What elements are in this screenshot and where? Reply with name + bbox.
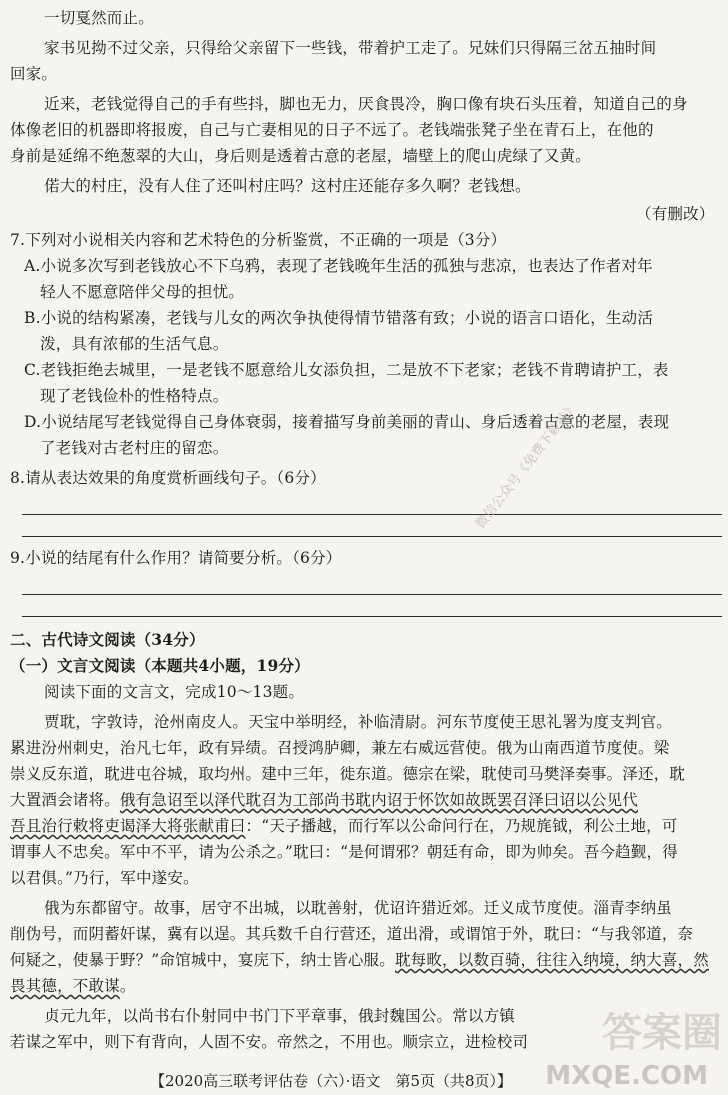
underlined-sentence: 俄有急诏至以泽代耽召为工部尚书耽内诏于怀饮如故既罢召泽曰诏以公见代	[119, 791, 639, 809]
section-heading: 二、古代诗文阅读（34分）	[10, 630, 205, 649]
watermark-logo-url: MXQE.COM	[545, 1061, 708, 1091]
option-b-cont: 泼，具有浓郁的生活气息。	[40, 335, 229, 353]
question-7-stem: 7.下列对小说相关内容和艺术特色的分析鉴赏，不正确的一项是（3分）	[10, 231, 507, 249]
option-d-cont: 了老钱对古老村庄的留恋。	[40, 439, 229, 457]
classical-line: 崇义反东道，耽进屯谷城，取均州。建中三年，徙东道。德宗在梁，耽使司马樊泽奏事。泽还，耽	[10, 765, 686, 783]
question-8: 8.请从表达效果的角度赏析画线句子。（6分）	[10, 469, 326, 487]
subsection-heading: （一）文言文阅读（本题共4小题，19分）	[10, 656, 310, 675]
passage-line: 近来，老钱觉得自己的手有些抖，脚也无力，厌食畏冷，胸口像有块石头压着，知道自己的身	[44, 95, 688, 113]
page-footer: 【2020高三联考评估卷（六）·语文 第5页（共8页）】	[150, 1072, 513, 1090]
classical-line: 谓事人不忠矣。军中不平，请为公杀之。”耽曰：“是何谓邪？朝廷有命，即为帅矣。吾今趋觐，得	[10, 843, 678, 861]
underlined-sentence: 耽每畋，以数百骑，往往入纳境，纳大喜，然	[394, 951, 709, 969]
passage-line: 家书见拗不过父亲，只得给父亲留下一些钱，带着护工走了。兄妹们只得隔三岔五抽时间	[44, 39, 657, 57]
classical-line	[10, 816, 728, 836]
classical-line: 贾耽，字敦诗，沧州南皮人。天宝中举明经，补临清尉。河东节度使王思礼署为度支判官。	[44, 713, 673, 731]
classical-line: 若谋之军中，则下有背向，人固不安。帝然之，不用也。顺宗立，进检校司	[10, 1033, 529, 1051]
classical-line: 削伪号，而阴蓄奸谋，冀有以逞。其兵数千自行营还，道出滑，或谓馆于外，耽曰：“与我邻道，奈	[10, 925, 694, 943]
instruction: 阅读下面的文言文，完成10～13题。	[44, 683, 305, 701]
classical-text: 。	[119, 977, 136, 995]
classical-line: 以君俱。”乃行，军中遂安。	[10, 869, 199, 887]
classical-line	[10, 950, 728, 970]
answer-line	[22, 536, 722, 537]
option-a-cont: 轻人不愿意陪伴父母的担忧。	[40, 283, 245, 301]
answer-line	[22, 514, 722, 515]
classical-text: ：“天子播越，而行军以公命问行在，乃规旄钺，利公土地，可	[245, 817, 678, 835]
question-9: 9.小说的结尾有什么作用？请简要分析。（6分）	[10, 549, 342, 567]
watermark: 微信公众号《免费下载站》	[473, 399, 582, 532]
underlined-sentence: 畏其德，不敢谋	[10, 977, 120, 995]
passage-line: 回家。	[10, 65, 58, 83]
option-b: B.小说的结构紧凑，老钱与儿女的两次争执使得情节错落有致；小说的语言口语化，生动活	[24, 309, 654, 327]
classical-line: 累进汾州刺史，治凡七年，政有异绩。召授鸿胪卿，兼左右威远营使。俄为山南西道节度使。梁	[10, 739, 670, 757]
classical-text: 何疑之，使暴于野？”命馆城中，宴庑下，纳士皆心服。	[10, 951, 395, 969]
classical-line	[10, 976, 728, 996]
option-a: A.小说多次写到老钱放心不下乌鸦，表现了老钱晚年生活的孤独与悲凉，也表达了作者对年	[24, 257, 653, 275]
underlined-sentence: 吾且治行敕将吏谒泽大将张献甫曰	[10, 817, 246, 835]
classical-text: 大置酒会诸将。	[10, 791, 120, 809]
passage-line: 身前是延绵不绝葱翠的大山，身后则是透着古意的老屋，墙壁上的爬山虎绿了又黄。	[10, 147, 591, 165]
option-c: C.老钱拒绝去城里，一是老钱不愿意给儿女添负担，二是放不下老家；老钱不肯聘请护工，表	[24, 361, 669, 379]
option-c-cont: 现了老钱俭朴的性格特点。	[40, 387, 229, 405]
watermark-logo: 答案圈	[602, 1010, 722, 1056]
passage-line: 体像老旧的机器即将报废，自己与亡妻相见的日子不远了。老钱端张凳子坐在青石上，在他的	[10, 121, 654, 139]
classical-line: 俄为东都留守。故事，居守不出城，以耽善射，优诏许猎近郊。迁义成节度使。淄青李纳虽	[44, 899, 673, 917]
classical-line: 贞元九年，以尚书右仆射同中书门下平章事，俄封魏国公。常以方镇	[44, 1007, 516, 1025]
passage-line: 偌大的村庄，没有人住了还叫村庄吗？这村庄还能存多久啊？老钱想。	[44, 177, 531, 195]
classical-line	[10, 790, 728, 810]
answer-line	[22, 616, 722, 617]
passage-line: 一切戛然而止。	[44, 9, 154, 27]
answer-line	[22, 594, 722, 595]
option-d: D.小说结尾写老钱觉得自己身体衰弱，接着描写身前美丽的青山、身后透着古意的老屋，表现	[24, 413, 670, 431]
source-note: （有删改）	[636, 205, 715, 223]
